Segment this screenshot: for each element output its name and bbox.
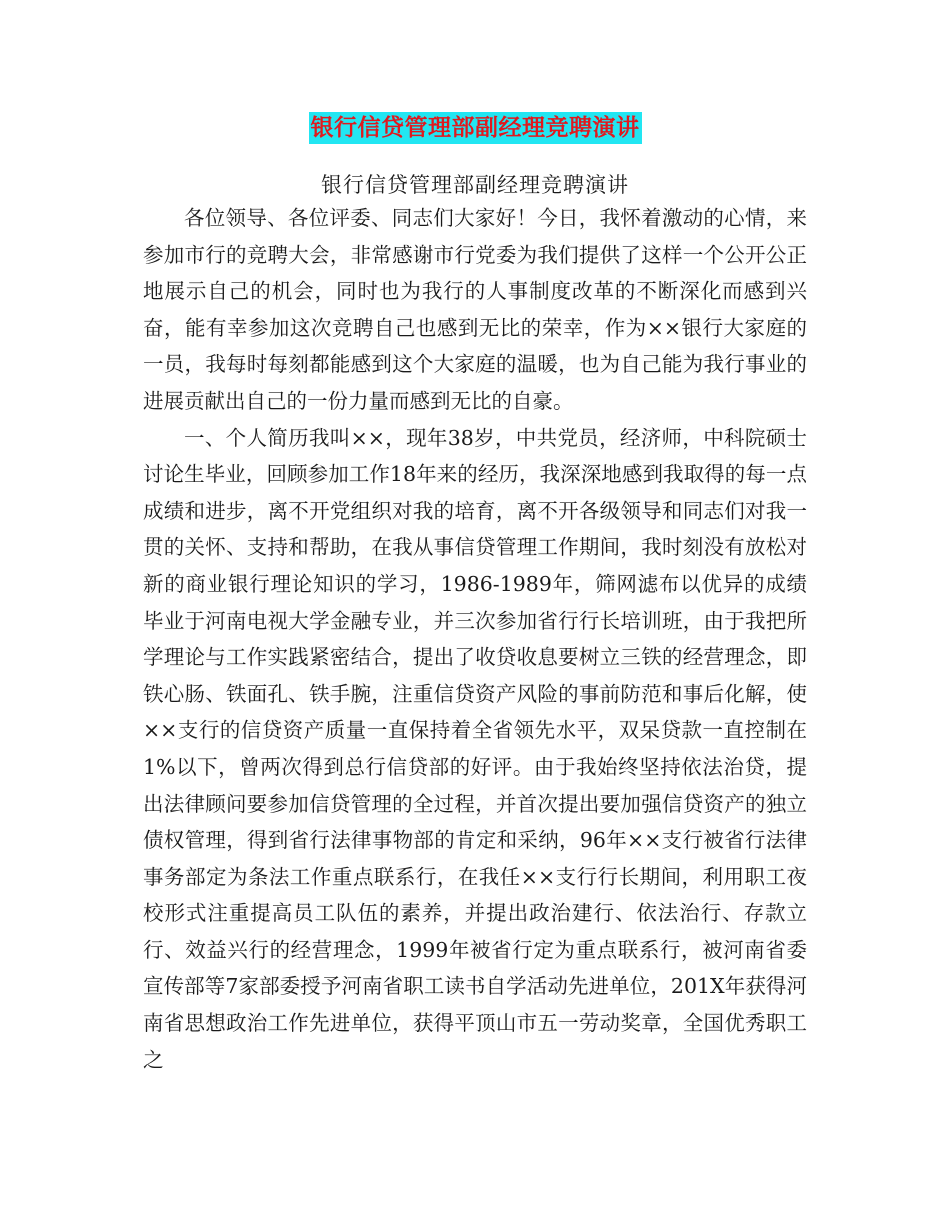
document-subtitle: 银行信贷管理部副经理竞聘演讲 bbox=[321, 173, 629, 197]
document-title: 银行信贷管理部副经理竞聘演讲 bbox=[309, 112, 642, 144]
paragraph-personal-resume: 一、个人简历我叫××，现年38岁，中共党员，经济师，中科院硕士讨论生毕业，回顾参加工作18年来的经历，我深深地感到我取得的每一点成绩和进步，离不开党组织对我的培育，离不开各级领导和同志们对我一贯的关怀、支持和帮助，在我从事信贷管理工作期间，我时刻没有放松对新的商业银行理论知识的学习，1986-1989年，筛网滤布以优异的成绩毕业于河南电视大学金融专业，并三次参加省行行长培训班，由于我把所学理论与工作实践紧密结合，提出了收贷收息要树立三铁的经营理念，即铁心肠、铁面孔、铁手腕，注重信贷资产风险的事前防范和事后化解，使××支行的信贷资产质量一直保持着全省领先水平，双呆贷款一直控制在1%以下，曾两次得到总行信贷部的好评。由于我始终坚持依法治贷，提出法律顾问要参加信贷管理的全过程，并首次提出要加强信贷资产的独立债权管理，得到省行法律事物部的肯定和采纳，96年××支行被省行法律事务部定为条法工作重点联系行，在我任××支行行长期间，利用职工夜校形式注重提高员工队伍的素养，并提出政治建行、依法治行、存款立行、效益兴行的经营理念，1999年被省行定为重点联系行，被河南省委宣传部等7家部委授予河南省职工读书自学活动先进单位，201X年获得河南省思想政治工作先进单位，获得平顶山市五一劳动奖章，全国优秀职工之 bbox=[143, 425, 807, 1072]
document-body bbox=[143, 200, 807, 1078]
title-container bbox=[0, 112, 950, 144]
paragraph-greeting: 各位领导、各位评委、同志们大家好！今日，我怀着激动的心情，来参加市行的竞聘大会，非常感谢市行党委为我们提供了这样一个公开公正地展示自己的机会，同时也为我行的人事制度改革的不断深化而感到兴奋，能有幸参加这次竞聘自己也感到无比的荣幸，作为××银行大家庭的一员，我每时每刻都能感到这个大家庭的温暖，也为自己能为我行事业的进展贡献出自己的一份力量而感到无比的自豪。 bbox=[143, 206, 807, 413]
